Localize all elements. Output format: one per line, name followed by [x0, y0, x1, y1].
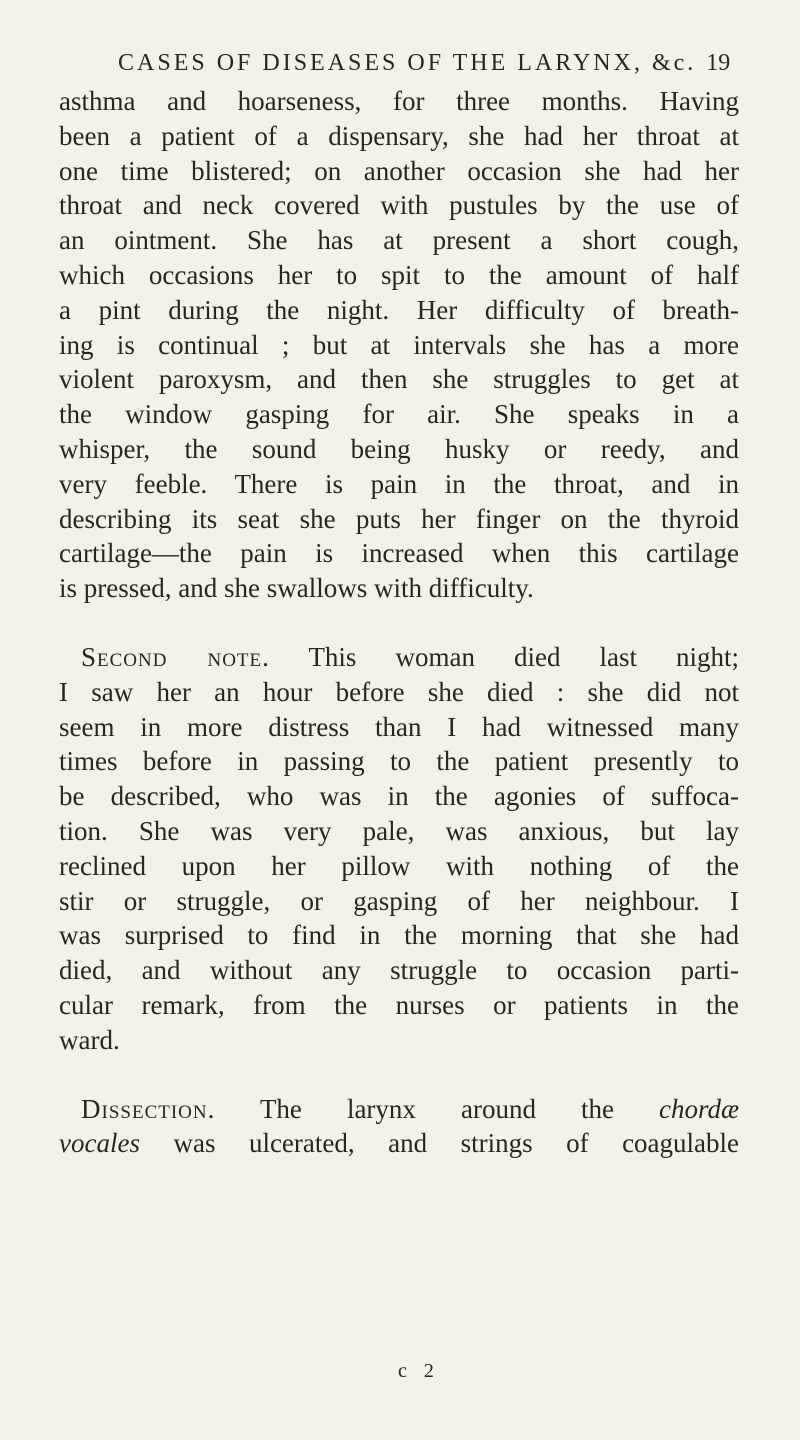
text-line: cular remark, from the nurses or patients in the [59, 989, 739, 1020]
text-run: was ulcerated, and strings of coagulable [173, 1128, 740, 1159]
paragraph-spacer [59, 606, 739, 640]
text-line: times before in passing to the patient presently to [59, 746, 739, 777]
text-line: I saw her an hour before she died : she did not [59, 676, 739, 707]
text-line: a pint during the night. Her difficulty of breath- [59, 294, 739, 325]
text-line: throat and neck covered with pustules by the use of [59, 190, 739, 221]
paragraph-dissection [59, 1092, 739, 1162]
text-line [59, 1126, 739, 1161]
italic-term: chordæ [659, 1093, 740, 1124]
text-line: is pressed, and she swallows with difficulty. [59, 573, 534, 604]
text-line: reclined upon her pillow with nothing of the [59, 850, 739, 881]
body-text [59, 84, 739, 1161]
text-line: ing is continual ; but at intervals she has a more [59, 329, 739, 360]
paragraph-case-history [59, 84, 739, 606]
text-line: one time blistered; on another occasion she had her [59, 155, 739, 186]
section-heading-dissection: Dissection. [81, 1093, 216, 1124]
running-head [118, 50, 731, 77]
text-line: describing its seat she puts her finger on the thyroid [59, 503, 739, 534]
text-line [59, 1092, 739, 1127]
section-heading-second-note: Second note. [81, 641, 270, 672]
text-line [59, 640, 739, 675]
text-line: be described, who was in the agonies of suffoca- [59, 781, 739, 812]
text-line: which occasions her to spit to the amount of half [59, 259, 739, 290]
text-line: was surprised to find in the morning that she had [59, 920, 739, 951]
text-line: ward. [59, 1024, 120, 1055]
italic-term: vocales [59, 1128, 140, 1159]
running-head-title: CASES OF DISEASES OF THE LARYNX, &c. [118, 50, 697, 76]
text-line: very feeble. There is pain in the throat, and in [59, 468, 739, 499]
text-line: violent paroxysm, and then she struggles to get at [59, 364, 739, 395]
paragraph-second-note [59, 640, 739, 1058]
text-line: stir or struggle, or gasping of her neighbour. I [59, 885, 739, 916]
text-line: asthma and hoarseness, for three months. Having [59, 86, 739, 116]
text-line: whisper, the sound being husky or reedy, and [59, 433, 739, 464]
page-number: 19 [706, 50, 731, 76]
text-line: been a patient of a dispensary, she had her throat at [59, 120, 739, 151]
text-line: tion. She was very pale, was anxious, but lay [59, 815, 739, 846]
text-line: seem in more distress than I had witnessed many [59, 711, 739, 742]
text-line: died, and without any struggle to occasion parti- [59, 955, 739, 986]
paragraph-spacer [59, 1058, 739, 1092]
signature-mark: c 2 [398, 1360, 440, 1382]
text-line: cartilage—the pain is increased when this cartilage [59, 538, 739, 569]
text-run: This woman died last night; [308, 641, 739, 672]
text-line: an ointment. She has at present a short cough, [59, 225, 739, 256]
text-line: the window gasping for air. She speaks in a [59, 399, 739, 430]
text-run: The larynx around the [259, 1093, 614, 1124]
